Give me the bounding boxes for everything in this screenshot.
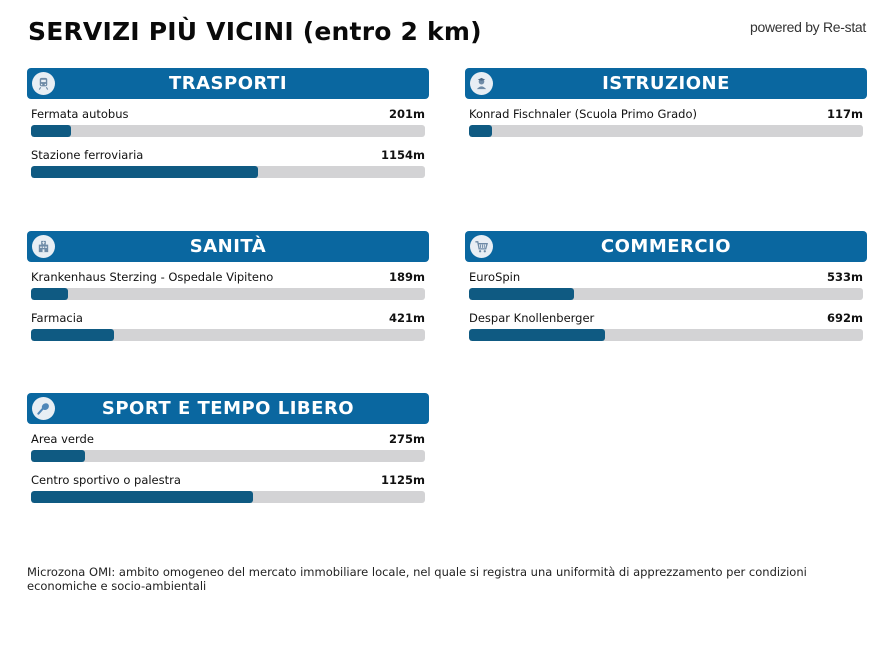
distance-bar: [469, 125, 863, 137]
item-distance: 692m: [827, 311, 863, 325]
page-title: SERVIZI PIÙ VICINI (entro 2 km): [28, 17, 482, 46]
panel-header: [27, 231, 429, 262]
distance-bar: [31, 166, 425, 178]
distance-bar-fill: [31, 288, 68, 300]
item-label: EuroSpin: [469, 270, 521, 284]
item-label: Area verde: [31, 432, 94, 446]
item-label: Fermata autobus: [31, 107, 129, 121]
powered-by-label: powered by Re-stat: [750, 19, 866, 35]
panel-commercio: [465, 231, 867, 344]
distance-bar-fill: [469, 288, 574, 300]
distance-bar: [469, 329, 863, 341]
item-distance: 117m: [827, 107, 863, 121]
distance-bar-fill: [31, 491, 253, 503]
item-label: Despar Knollenberger: [469, 311, 595, 325]
distance-bar-fill: [31, 166, 258, 178]
item-distance: 533m: [827, 270, 863, 284]
panel-title: SPORT E TEMPO LIBERO: [101, 398, 355, 419]
panel-title: TRASPORTI: [168, 73, 288, 94]
panel-title: COMMERCIO: [600, 236, 732, 257]
footer-note: Microzona OMI: ambito omogeneo del mercato immobiliare locale, nel quale si registra una uniformità di apprezzamento per condizioni economiche e socio-ambientali: [27, 565, 807, 593]
distance-bar: [31, 329, 425, 341]
item-label: Stazione ferroviaria: [31, 148, 144, 162]
distance-bar: [31, 491, 425, 503]
panel-sport: [27, 393, 429, 506]
item-label: Konrad Fischnaler (Scuola Primo Grado): [469, 107, 697, 121]
distance-bar-fill: [469, 329, 605, 341]
panel-header: [465, 231, 867, 262]
list-item: [31, 303, 425, 344]
panel-title: SANITÀ: [189, 236, 267, 257]
distance-bar: [469, 288, 863, 300]
panel-istruzione: [465, 68, 867, 140]
item-distance: 201m: [389, 107, 425, 121]
item-distance: 1125m: [381, 473, 425, 487]
item-distance: 275m: [389, 432, 425, 446]
distance-bar: [31, 288, 425, 300]
distance-bar: [31, 450, 425, 462]
list-item: [31, 99, 425, 140]
item-label: Krankenhaus Sterzing - Ospedale Vipiteno: [31, 270, 274, 284]
list-item: [469, 262, 863, 303]
item-distance: 1154m: [381, 148, 425, 162]
list-item: [469, 99, 863, 140]
panel-header: [27, 68, 429, 99]
distance-bar-fill: [31, 329, 114, 341]
panel-sanita: [27, 231, 429, 344]
panel-title: ISTRUZIONE: [602, 73, 730, 94]
list-item: [31, 140, 425, 181]
list-item: [31, 465, 425, 506]
item-distance: 189m: [389, 270, 425, 284]
item-label: Centro sportivo o palestra: [31, 473, 181, 487]
panel-header: [465, 68, 867, 99]
item-distance: 421m: [389, 311, 425, 325]
distance-bar: [31, 125, 425, 137]
panel-trasporti: [27, 68, 429, 181]
distance-bar-fill: [469, 125, 492, 137]
panel-header: [27, 393, 429, 424]
list-item: [469, 303, 863, 344]
list-item: [31, 424, 425, 465]
item-label: Farmacia: [31, 311, 83, 325]
list-item: [31, 262, 425, 303]
distance-bar-fill: [31, 450, 85, 462]
distance-bar-fill: [31, 125, 71, 137]
